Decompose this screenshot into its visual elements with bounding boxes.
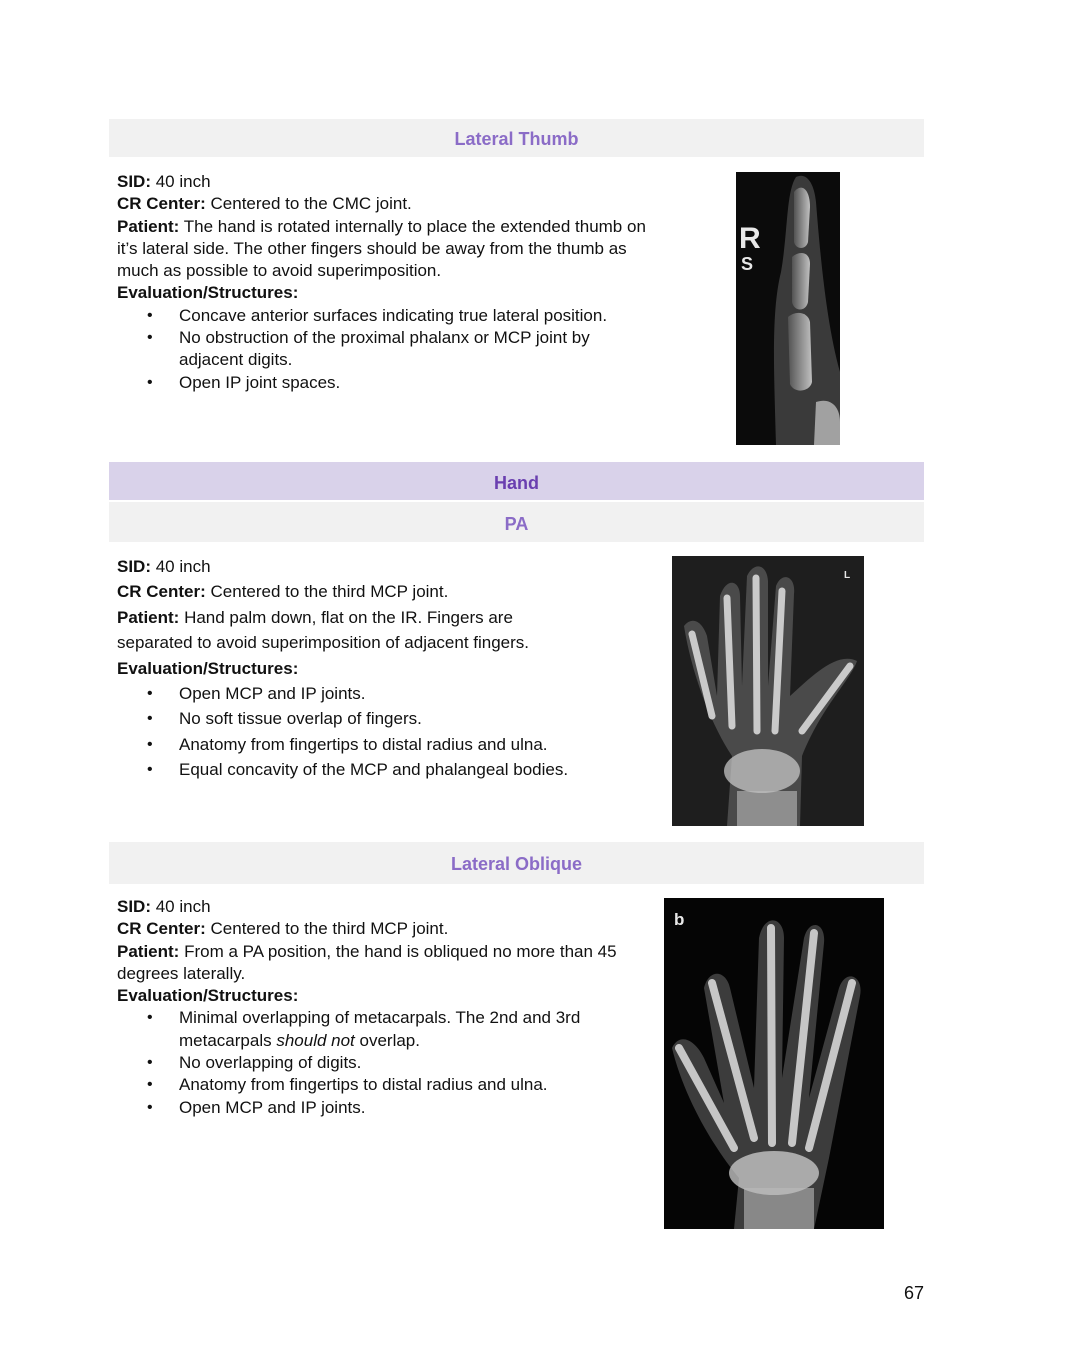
list-item: • Equal concavity of the MCP and phalangeal bodies. [179, 757, 649, 782]
patient-line: Patient: Hand palm down, flat on the IR. Fingers are separated to avoid superimposition of adjacent fingers. [117, 607, 530, 653]
list-item: • Anatomy from fingertips to distal radius and ulna. [179, 1074, 649, 1096]
lateral-thumb-xray-image [736, 172, 840, 445]
image-marker: L [844, 570, 851, 581]
pa-text [117, 554, 657, 783]
eval-heading: Evaluation/Structures: [117, 283, 299, 303]
eval-list [117, 681, 649, 783]
image-marker: R [739, 222, 761, 255]
eval-list [117, 1007, 649, 1118]
cr-line: CR Center: Centered to the third MCP joint. [117, 582, 449, 602]
image-marker: b [674, 910, 685, 929]
page-number: 67 [903, 1283, 924, 1303]
sid-line: SID: 40 inch [117, 172, 211, 191]
list-item: • Open IP joint spaces. [179, 372, 649, 394]
list-item: • Minimal overlapping of metacarpals. The 2nd and 3rd metacarpals should not overlap. [179, 1007, 649, 1052]
hand-pa-xray-image [672, 556, 864, 826]
patient-line: Patient: From a PA position, the hand is obliqued no more than 45 degrees laterally. [117, 941, 617, 983]
cr-line: CR Center: Centered to the third MCP joint. [117, 919, 449, 939]
list-item: • No obstruction of the proximal phalanx or MCP joint by adjacent digits. [179, 327, 649, 372]
sid-line: SID: 40 inch [117, 897, 211, 916]
eval-heading: Evaluation/Structures: [117, 658, 299, 678]
section-title-lateral-oblique: Lateral Oblique [109, 842, 924, 884]
image-marker: S [741, 254, 754, 274]
section-header-hand: Hand [109, 462, 924, 500]
cr-line: CR Center: Centered to the CMC joint. [117, 194, 412, 214]
list-item: • No overlapping of digits. [179, 1052, 649, 1074]
section-title-pa: PA [109, 502, 924, 542]
list-item: • Concave anterior surfaces indicating true lateral position. [179, 305, 649, 327]
list-item: • Anatomy from fingertips to distal radius and ulna. [179, 732, 649, 757]
eval-list [117, 305, 649, 394]
section-title-lateral-thumb: Lateral Thumb [109, 119, 924, 157]
lateral-oblique-text [117, 896, 657, 1119]
hand-pa-xray-graphic [672, 556, 864, 826]
thumb-xray-graphic [736, 172, 840, 445]
list-item: • Open MCP and IP joints. [179, 681, 649, 706]
hand-oblique-xray-graphic [664, 898, 884, 1229]
patient-line: Patient: The hand is rotated internally to place the extended thumb on it’s lateral side. The other fingers should be away from the thumb as much as possible to avoid superimposition. [117, 216, 646, 281]
list-item: • Open MCP and IP joints. [179, 1097, 649, 1119]
sid-line: SID: 40 inch [117, 557, 211, 576]
lateral-thumb-text [117, 171, 677, 394]
lateral-oblique-xray-image [664, 898, 884, 1229]
list-item: • No soft tissue overlap of fingers. [179, 706, 649, 731]
eval-heading: Evaluation/Structures: [117, 986, 299, 1006]
